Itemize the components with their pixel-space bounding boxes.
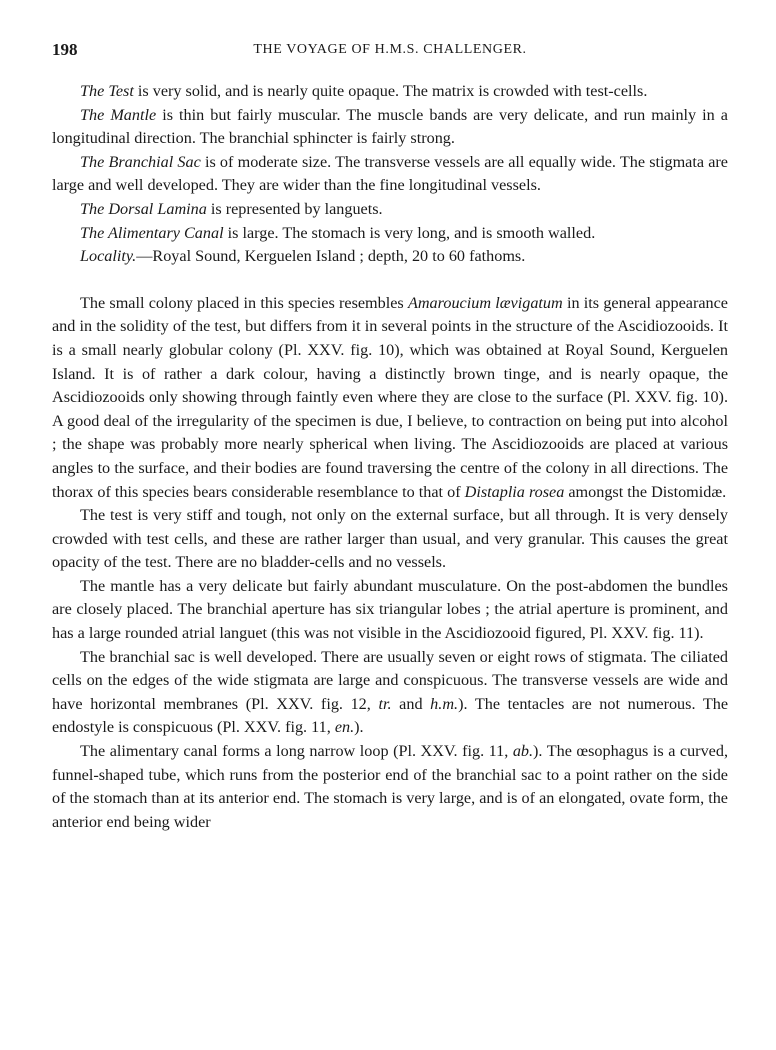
page [52,40,728,834]
species-name: Amaroucium lævigatum [407,293,563,312]
description-alimentary-canal [52,222,728,246]
description-test [52,80,728,104]
figure-label: tr. [378,694,392,713]
description-text: is large. The stomach is very long, and is smooth walled. [223,223,596,242]
description-locality [52,245,728,269]
description-term: The Alimentary Canal [80,223,224,242]
description-branchial-sac [52,151,728,198]
page-number: 198 [52,40,78,59]
species-name: Distaplia rosea [464,482,565,501]
discussion-paragraph-branchial-sac [52,646,728,740]
description-mantle [52,104,728,151]
description-term: The Branchial Sac [80,152,201,171]
description-text: is of moderate size. The transverse vessels are all equally wide. The stigmata are large and well developed. They are wider than the fine longitudinal vessels. [52,152,728,195]
description-text: is represented by languets. [206,199,383,218]
figure-label: h.m. [430,694,459,713]
running-title: THE VOYAGE OF H.M.S. CHALLENGER. [253,42,527,57]
discussion-paragraph-colony [52,292,728,504]
discussion-paragraph-test: The test is very stiff and tough, not only on the external surface, but all through. It is very densely crowded with test cells, and these are rather larger than usual, and very granular. This causes the great opacity of the test. There are no bladder-cells and no vessels. [52,506,728,572]
figure-label: ab. [512,742,534,761]
description-term: Locality. [80,247,137,266]
text-run: amongst the Distomidæ. [564,482,727,501]
description-term: The Dorsal Lamina [80,199,207,218]
discussion-paragraph-alimentary-canal [52,740,728,834]
text-run: The small colony placed in this species resembles [80,293,408,312]
figure-label: en. [334,718,355,737]
text-run: The alimentary canal forms a long narrow loop (Pl. XXV. fig. 11, [80,742,513,761]
description-text: is very solid, and is nearly quite opaque. The matrix is crowded with test-cells. [133,82,648,100]
description-term: The Mantle [80,105,157,124]
body-text [52,80,728,834]
description-term: The Test [80,82,134,100]
description-dorsal-lamina [52,198,728,222]
description-text: —Royal Sound, Kerguelen Island ; depth, 20 to 60 fathoms. [136,247,526,266]
text-run: ). [354,718,364,737]
text-run: and [391,694,431,713]
text-run: ). The tentacles are not numerous. The endostyle is conspicuous (Pl. XXV. fig. 11, [52,694,728,737]
running-head [52,40,728,66]
description-text: is thin but fairly muscular. The muscle bands are very delicate, and run mainly in a longitudinal direction. The branchial sphincter is fairly strong. [52,105,728,148]
discussion-paragraph-mantle: The mantle has a very delicate but fairly abundant musculature. On the post-abdomen the bundles are closely placed. The branchial aperture has six triangular lobes ; the atrial aperture is prominent, and has a large rounded atrial languet (this was not visible in the Ascidiozooid figured, Pl. XXV. fig. 11). [52,576,728,643]
text-run: in its general appearance and in the solidity of the test, but differs from it in several points in the structure of the Ascidiozooids. It is a small nearly globular colony (Pl. XXV. fig. 10), which was obtained at Royal Sound, Kerguelen Island. It is of rather a dark colour, having a distinctly brown tinge, and is nearly opaque, the Ascidiozooids only showing through faintly even where they are close to the surface (Pl. XXV. fig. 10). A good deal of the irregularity of the specimen is due, I believe, to contraction on being put into alcohol ; the shape was probably more nearly spherical when living. The Ascidiozooids are placed at various angles to the surface, and their bodies are found traversing the centre of the colony in all directions. The thorax of this species bears considerable resemblance to that of [52,293,728,501]
text-run: ). The œsophagus is a curved, funnel-shaped tube, which runs from the posterior end of the branchial sac to a point rather on the side of the stomach than at its anterior end. The stomach is very large, and is of an elongated, ovate form, the anterior end being wider [52,742,728,831]
text-run: The branchial sac is well developed. There are usually seven or eight rows of stigmata. The ciliated cells on the edges of the wide stigmata are large and conspicuous. The transverse vessels are wide and have horizontal membranes (Pl. XXV. fig. 12, [52,647,728,713]
